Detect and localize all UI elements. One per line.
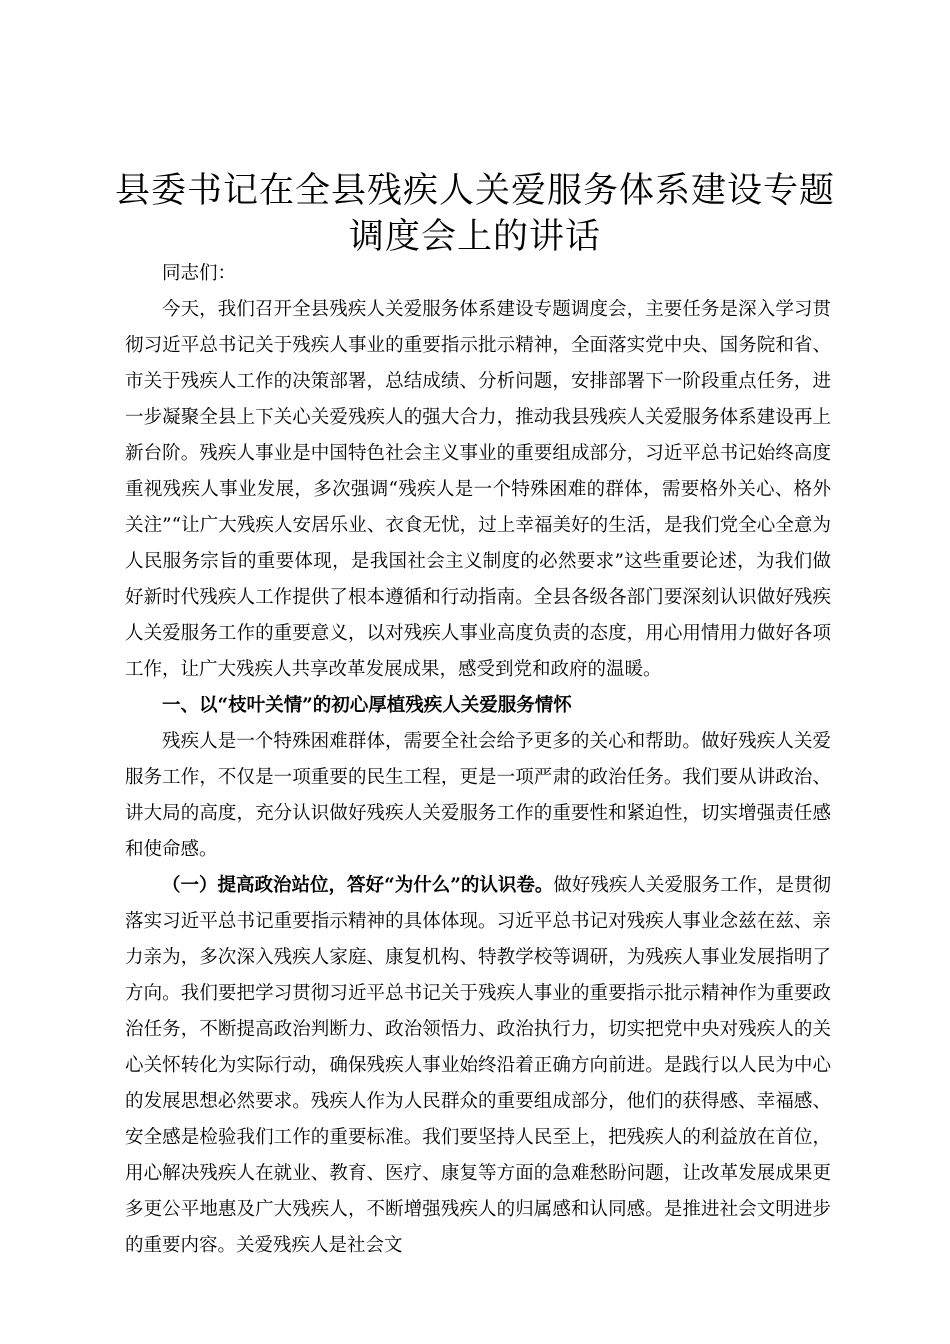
document-title: 县委书记在全县残疾人关爱服务体系建设专题调度会上的讲话: [114, 171, 835, 257]
section-heading-1: 一、以“枝叶关情”的初心厚植残疾人关爱服务情怀: [162, 695, 572, 716]
subsection-1-lead: （一）提高政治站位，答好“为什么”的认识卷。: [162, 875, 554, 896]
document-body: [125, 256, 831, 1264]
paragraph-subsection-1: [125, 868, 831, 1264]
paragraph-section-1: 残疾人是一个特殊困难群体，需要全社会给予更多的关心和帮助。做好残疾人关爱服务工作，不仅是一项重要的民生工程，更是一项严肃的政治任务。我们要从讲政治、讲大局的高度，充分认识做好残疾人关爱服务工作的重要性和紧迫性，切实增强责任感和使命感。: [125, 731, 831, 860]
paragraph-intro: 今天，我们召开全县残疾人关爱服务体系建设专题调度会，主要任务是深入学习贯彻习近平总书记关于残疾人事业的重要指示批示精神，全面落实党中央、国务院和省、市关于残疾人工作的决策部署，总结成绩、分析问题，安排部署下一阶段重点任务，进一步凝聚全县上下关心关爱残疾人的强大合力，推动我县残疾人关爱服务体系建设再上新台阶。残疾人事业是中国特色社会主义事业的重要组成部分，习近平总书记始终高度重视残疾人事业发展，多次强调“残疾人是一个特殊困难的群体，需要格外关心、格外关注”“让广大残疾人安居乐业、衣食无忧，过上幸福美好的生活，是我们党全心全意为人民服务宗旨的重要体现，是我国社会主义制度的必然要求”这些重要论述，为我们做好新时代残疾人工作提供了根本遵循和行动指南。全县各级各部门要深刻认识做好残疾人关爱服务工作的重要意义，以对残疾人事业高度负责的态度，用心用情用力做好各项工作，让广大残疾人共享改革发展成果，感受到党和政府的温暖。: [125, 299, 831, 680]
salutation: 同志们：: [162, 263, 237, 284]
subsection-1-text: 做好残疾人关爱服务工作，是贯彻落实习近平总书记重要指示精神的具体体现。习近平总书记对残疾人事业念兹在兹、亲力亲为，多次深入残疾人家庭、康复机构、特教学校等调研，为残疾人事业发展指明了方向。我们要把学习贯彻习近平总书记关于残疾人事业的重要指示批示精神作为重要政治任务，不断提高政治判断力、政治领悟力、政治执行力，切实把党中央对残疾人的关心关怀转化为实际行动，确保残疾人事业始终沿着正确方向前进。是践行以人民为中心的发展思想必然要求。残疾人作为人民群众的重要组成部分，他们的获得感、幸福感、安全感是检验我们工作的重要标准。我们要坚持人民至上，把残疾人的利益放在首位，用心解决残疾人在就业、教育、医疗、康复等方面的急难愁盼问题，让改革发展成果更多更公平地惠及广大残疾人，不断增强残疾人的归属感和认同感。是推进社会文明进步的重要内容。关爱残疾人是社会文: [125, 875, 831, 1256]
